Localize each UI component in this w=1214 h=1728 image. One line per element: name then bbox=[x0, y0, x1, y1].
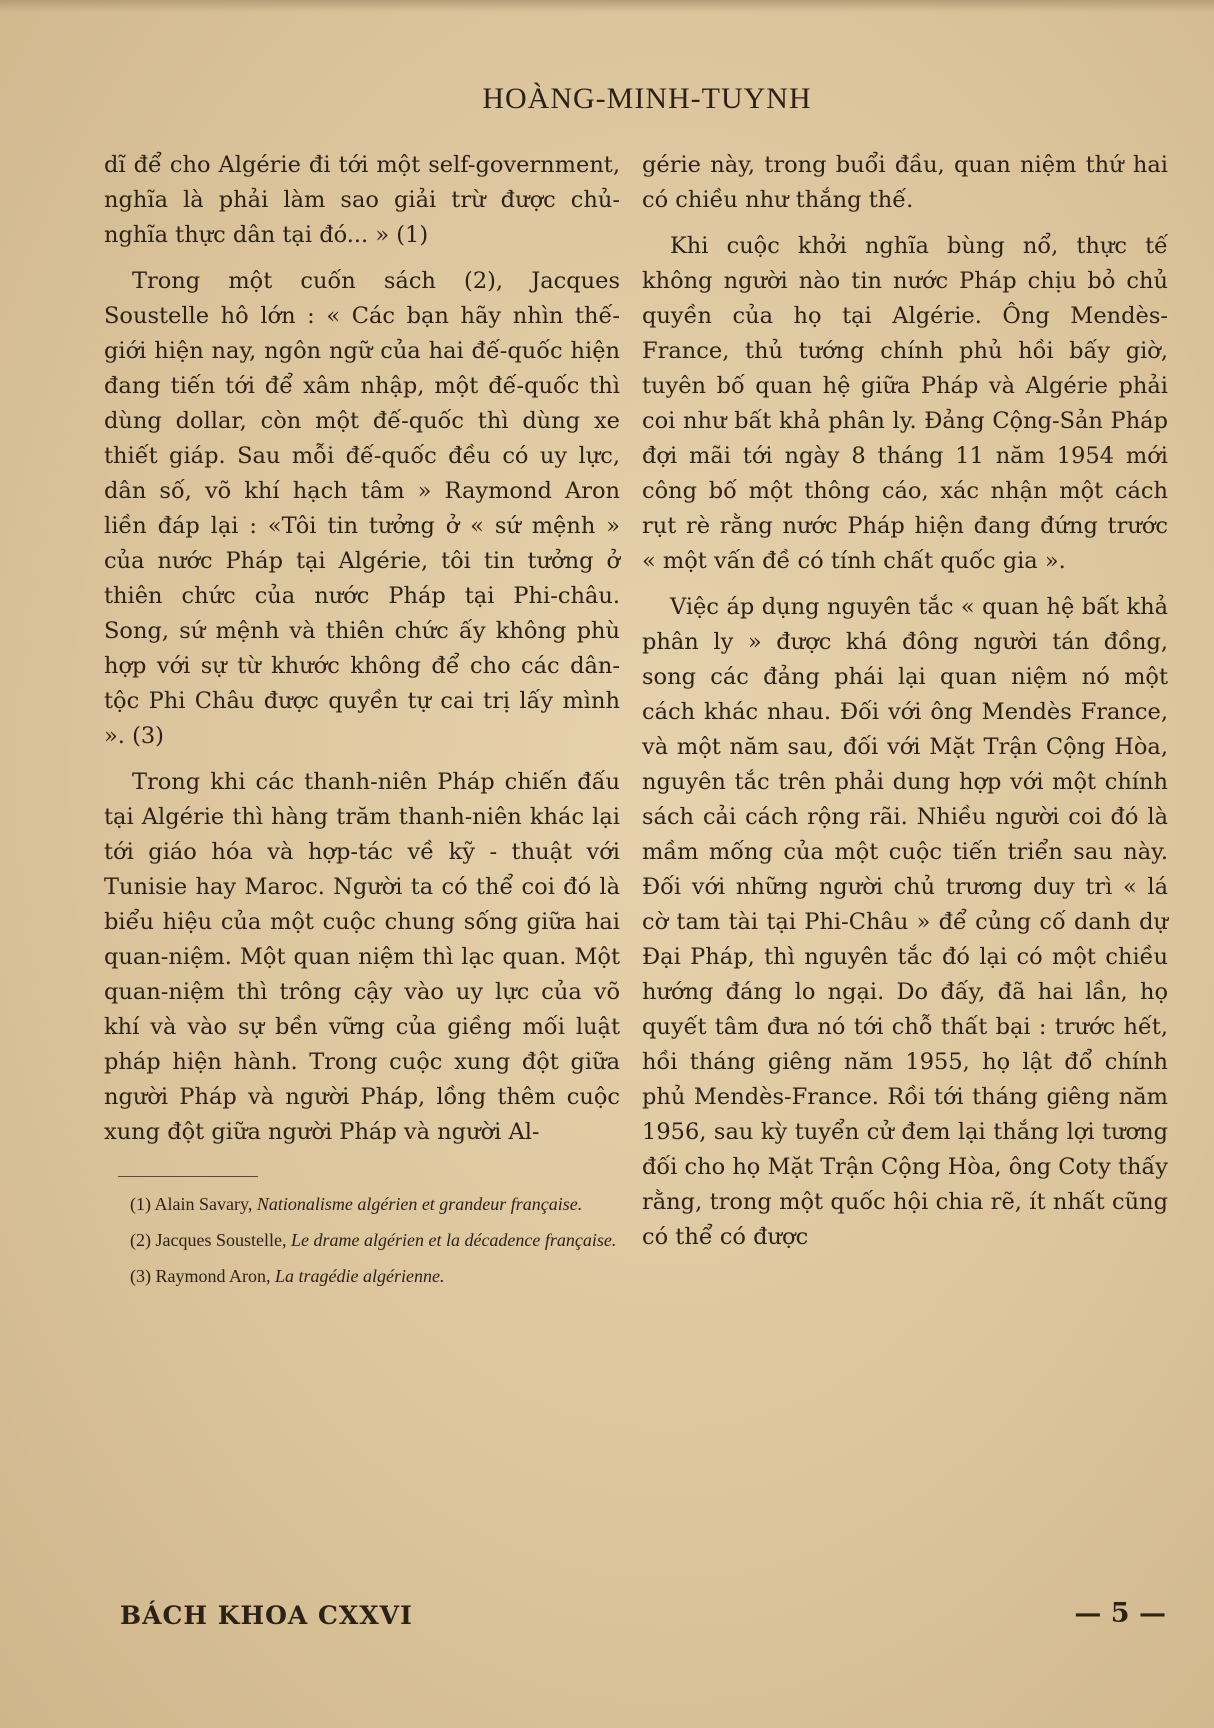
magazine-footer: BÁCH KHOA CXXVI bbox=[120, 1601, 413, 1630]
footnote bbox=[104, 1189, 620, 1219]
footnote bbox=[104, 1261, 620, 1291]
footnote-title: La tragédie algérienne. bbox=[275, 1266, 445, 1286]
footnote-author: Jacques Soustelle, bbox=[155, 1230, 291, 1250]
footnote-author: Alain Savary, bbox=[154, 1194, 257, 1214]
right-column bbox=[642, 148, 1168, 1266]
body-paragraph: gérie này, trong buổi đầu, quan niệm thứ hai có chiều như thắng thế. bbox=[642, 152, 1168, 213]
body-paragraph: Khi cuộc khởi nghĩa bùng nổ, thực tế không người nào tin nước Pháp chịu bỏ chủ quyền của họ tại Algérie. Ông Mendès-France, thủ tướng chính phủ hồi bấy giờ, tuyên bố quan hệ giữa Pháp và Algérie phải coi như bất khả phân ly. Đảng Cộng-Sản Pháp đợi mãi tới ngày 8 tháng 11 năm 1954 mới công bố một thông cáo, xác nhận một cách rụt rè rằng nước Pháp hiện đang đứng trước « một vấn đề có tính chất quốc gia ». bbox=[642, 233, 1168, 574]
left-column bbox=[104, 148, 620, 1297]
page-edge-shadow bbox=[0, 0, 1214, 12]
footnote-author: Raymond Aron, bbox=[155, 1266, 275, 1286]
running-header: HOÀNG-MINH-TUYNH bbox=[482, 82, 812, 115]
body-paragraph: dĩ để cho Algérie đi tới một self-government, nghĩa là phải làm sao giải trừ được chủ-nghĩa thực dân tại đó... » (1) bbox=[104, 152, 620, 248]
footnote-number: (2) bbox=[130, 1230, 151, 1250]
body-paragraph: Việc áp dụng nguyên tắc « quan hệ bất khả phân ly » được khá đông người tán đồng, song các đảng phái lại quan niệm nó một cách khác nhau. Đối với ông Mendès France, và một năm sau, đối với Mặt Trận Cộng Hòa, nguyên tắc trên phải dung hợp với một chính sách cải cách rộng rãi. Nhiều người coi đó là mầm mống của một cuộc tiến triển sau này. Đối với những người chủ trương duy trì « lá cờ tam tài tại Phi-Châu » để củng cố danh dự Đại Pháp, thì nguyên tắc đó lại có một chiều hướng đáng lo ngại. Do đấy, đã hai lần, họ quyết tâm đưa nó tới chỗ thất bại : trước hết, hồi tháng giêng năm 1955, họ lật đổ chính phủ Mendès-France. Rồi tới tháng giêng năm 1956, sau kỳ tuyển cử đem lại thắng lợi tương đối cho họ Mặt Trận Cộng Hòa, ông Coty thấy rằng, trong một quốc hội chia rẽ, ít nhất cũng có thể có được bbox=[642, 594, 1168, 1250]
body-paragraph: Trong khi các thanh-niên Pháp chiến đấu tại Algérie thì hàng trăm thanh-niên khác lại tới giáo hóa và hợp-tác về kỹ - thuật với Tunisie hay Maroc. Người ta có thể coi đó là biểu hiệu của một cuộc chung sống giữa hai quan-niệm. Một quan niệm thì lạc quan. Một quan-niệm thì trông cậy vào uy lực của võ khí và vào sự bền vững của giềng mối luật pháp hiện hành. Trong cuộc xung đột giữa người Pháp và người Pháp, lồng thêm cuộc xung đột giữa người Pháp và người Al- bbox=[104, 769, 620, 1145]
page-number: — 5 — bbox=[1074, 1598, 1166, 1629]
footnote bbox=[104, 1225, 620, 1255]
footnote-number: (3) bbox=[130, 1266, 151, 1286]
footnote-title: Nationalisme algérien et grandeur française. bbox=[256, 1194, 583, 1214]
footnote-number: (1) bbox=[130, 1194, 151, 1214]
footnote-title: Le drame algérien et la décadence française. bbox=[290, 1230, 617, 1250]
footnote-divider bbox=[118, 1176, 258, 1177]
body-paragraph: Trong một cuốn sách (2), Jacques Soustelle hô lớn : « Các bạn hãy nhìn thế-giới hiện nay, ngôn ngữ của hai đế-quốc hiện đang tiến tới để xâm nhập, một đế-quốc thì dùng dollar, còn một đế-quốc thì dùng xe thiết giáp. Sau mỗi đế-quốc đều có uy lực, dân số, võ khí hạch tâm » Raymond Aron liền đáp lại : «Tôi tin tưởng ở « sứ mệnh » của nước Pháp tại Algérie, tôi tin tưởng ở thiên chức của nước Pháp tại Phi-châu. Song, sứ mệnh và thiên chức ấy không phù hợp với sự từ khước không để cho các dân-tộc Phi Châu được quyền tự cai trị lấy mình ». (3) bbox=[104, 268, 620, 749]
